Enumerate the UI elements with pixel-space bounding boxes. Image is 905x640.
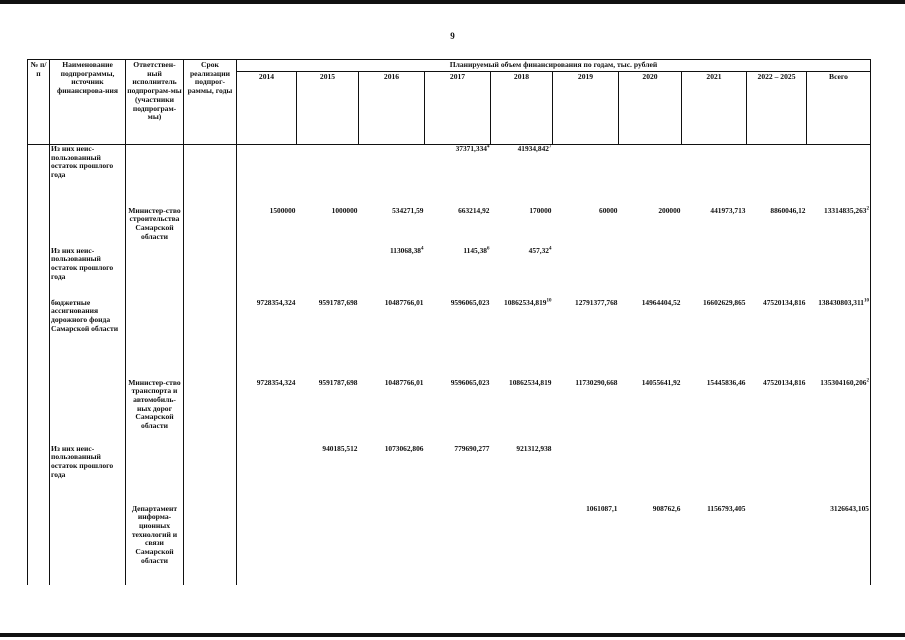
value-cell bbox=[237, 445, 297, 495]
header-year: 2015 bbox=[297, 71, 359, 144]
term-cell bbox=[184, 299, 237, 369]
value-cell: 1061087,1 bbox=[586, 503, 618, 513]
value-cell: 9591787,698 bbox=[318, 297, 358, 307]
funding-source: Из них неис-пользованный остаток прошлого года bbox=[50, 445, 126, 495]
header-year: 2022 – 2025 bbox=[747, 71, 807, 144]
value-text: 41934,842 bbox=[517, 144, 549, 153]
value-cell bbox=[807, 247, 871, 299]
responsible-executor bbox=[126, 445, 184, 495]
value-cell: 170000 bbox=[529, 205, 552, 215]
term-cell bbox=[184, 197, 237, 247]
value-cell bbox=[425, 145, 491, 197]
value-cell bbox=[297, 247, 359, 299]
table-row bbox=[28, 247, 871, 299]
value-cell: 14055641,92 bbox=[641, 377, 681, 387]
financing-table bbox=[27, 59, 871, 585]
value-cell bbox=[359, 247, 425, 299]
value-text: 113068,38 bbox=[389, 245, 421, 255]
value-cell: 9728354,324 bbox=[256, 377, 296, 387]
value-cell: 9596065,023 bbox=[450, 297, 490, 307]
footnote-mark: 4 bbox=[487, 144, 490, 150]
value-cell: 8860046,12 bbox=[770, 205, 806, 215]
row-number bbox=[28, 197, 50, 247]
value-cell bbox=[807, 145, 871, 197]
value-cell: 441973,713 bbox=[710, 205, 746, 215]
header-year: 2020 bbox=[619, 71, 682, 144]
value-cell bbox=[491, 247, 553, 299]
value-cell: 47520134,816 bbox=[763, 377, 806, 387]
value-cell bbox=[553, 445, 619, 495]
funding-source bbox=[50, 495, 126, 585]
value-cell: 11730290,668 bbox=[575, 377, 618, 387]
value-cell: 1000000 bbox=[331, 205, 358, 215]
value-cell bbox=[619, 145, 682, 197]
value-cell bbox=[682, 247, 747, 299]
header-year: 2018 bbox=[491, 71, 553, 144]
value-cell bbox=[359, 495, 425, 585]
value-cell: 200000 bbox=[658, 205, 681, 215]
header-year: 2019 bbox=[553, 71, 619, 144]
funding-source: Из них неис-пользованный остаток прошлого года bbox=[50, 145, 126, 197]
value-cell: 10862534,819 bbox=[509, 377, 552, 387]
header-num: № п/п bbox=[28, 60, 50, 145]
value-cell: 16602629,865 bbox=[703, 297, 746, 307]
value-cell bbox=[491, 299, 553, 369]
row-number bbox=[28, 445, 50, 495]
value-cell bbox=[807, 197, 871, 247]
term-cell bbox=[184, 145, 237, 197]
term-cell bbox=[184, 369, 237, 445]
header-year: 2016 bbox=[359, 71, 425, 144]
funding-source: бюджетные ассигнования дорожного фонда Самарской области bbox=[50, 299, 126, 369]
header-row-1 bbox=[28, 60, 871, 72]
value-text: 1145,38 bbox=[463, 245, 487, 255]
row-number bbox=[28, 247, 50, 299]
value-cell: 10487766,01 bbox=[384, 377, 424, 387]
header-year: 2021 bbox=[682, 71, 747, 144]
value-cell: 10487766,01 bbox=[384, 297, 424, 307]
value-cell bbox=[237, 495, 297, 585]
value-cell: 534271,59 bbox=[392, 205, 424, 215]
value-cell: 47520134,816 bbox=[763, 297, 806, 307]
value-cell bbox=[619, 247, 682, 299]
value-cell bbox=[682, 145, 747, 197]
funding-source: Из них неис-пользованный остаток прошлого года bbox=[50, 247, 126, 299]
term-cell bbox=[184, 495, 237, 585]
value-cell bbox=[747, 445, 807, 495]
row-number bbox=[28, 299, 50, 369]
funding-source bbox=[50, 369, 126, 445]
value-cell bbox=[553, 247, 619, 299]
value-cell: 15445836,46 bbox=[706, 377, 746, 387]
value-cell bbox=[807, 369, 871, 445]
responsible-executor: Министер-ство строительства Самарской области bbox=[126, 197, 184, 247]
value-cell bbox=[619, 445, 682, 495]
header-planned: Планируемый объем финансирования по годам, тыс. рублей bbox=[237, 60, 871, 72]
value-cell: 9591787,698 bbox=[318, 377, 358, 387]
page-number: 9 bbox=[450, 31, 455, 41]
value-cell bbox=[491, 145, 553, 197]
bottom-rule bbox=[0, 633, 905, 637]
table-body bbox=[28, 145, 871, 585]
value-cell bbox=[491, 495, 553, 585]
header-year: 2014 bbox=[237, 71, 297, 144]
responsible-executor bbox=[126, 145, 184, 197]
responsible-executor: Департамент информа-ционных технологий и связи Самарской области bbox=[126, 495, 184, 585]
value-cell bbox=[807, 445, 871, 495]
footnote-mark: 6 bbox=[487, 246, 490, 252]
value-cell: 9596065,023 bbox=[450, 377, 490, 387]
table-row bbox=[28, 495, 871, 585]
value-cell: 940185,512 bbox=[322, 443, 358, 453]
table-row bbox=[28, 145, 871, 197]
value-cell bbox=[297, 145, 359, 197]
table-row bbox=[28, 197, 871, 247]
value-text: 13314835,263 bbox=[824, 205, 867, 215]
value-cell: 1500000 bbox=[269, 205, 296, 215]
footnote-mark: 10 bbox=[546, 298, 552, 304]
funding-source bbox=[50, 197, 126, 247]
value-cell bbox=[425, 495, 491, 585]
footnote-mark: 4 bbox=[421, 246, 424, 252]
value-cell: 12791377,768 bbox=[575, 297, 618, 307]
value-cell bbox=[747, 145, 807, 197]
responsible-executor: Министер-ство транспорта и автомобиль-ных дорог Самарской области bbox=[126, 369, 184, 445]
table-row bbox=[28, 369, 871, 445]
responsible-executor bbox=[126, 299, 184, 369]
value-cell bbox=[807, 299, 871, 369]
responsible-executor bbox=[126, 247, 184, 299]
header-year: 2017 bbox=[425, 71, 491, 144]
footnote-mark: 4 bbox=[549, 246, 552, 252]
footnote-mark: 7 bbox=[549, 144, 552, 150]
value-cell: 60000 bbox=[599, 205, 618, 215]
table-row bbox=[28, 445, 871, 495]
header-name: Наименование подпрограммы, источник финансирова-ния bbox=[50, 60, 126, 145]
footnote-mark: 10 bbox=[864, 298, 869, 304]
value-cell bbox=[747, 247, 807, 299]
footnote-mark: 2 bbox=[866, 206, 869, 212]
term-cell bbox=[184, 445, 237, 495]
value-cell bbox=[237, 247, 297, 299]
value-text: 135304160,206 bbox=[820, 377, 867, 387]
value-text: 138430803,311 bbox=[818, 297, 864, 307]
row-number bbox=[28, 369, 50, 445]
term-cell bbox=[184, 247, 237, 299]
value-text: 37371,334 bbox=[455, 144, 487, 153]
value-cell bbox=[237, 145, 297, 197]
value-cell: 14964404,52 bbox=[641, 297, 681, 307]
header-total: Всего bbox=[807, 71, 871, 144]
value-cell: 1073062,806 bbox=[384, 443, 424, 453]
value-cell: 779690,277 bbox=[454, 443, 490, 453]
value-cell: 3126643,105 bbox=[807, 495, 871, 585]
value-text: 457,32 bbox=[528, 245, 549, 255]
value-cell: 1156793,405 bbox=[707, 503, 746, 513]
header-term: Срок реализации подпрог-раммы, годы bbox=[184, 60, 237, 145]
value-cell: 908762,6 bbox=[652, 503, 681, 513]
value-cell bbox=[747, 495, 807, 585]
value-cell bbox=[359, 145, 425, 197]
footnote-mark: 2 bbox=[866, 378, 869, 384]
value-cell bbox=[297, 495, 359, 585]
table-row bbox=[28, 299, 871, 369]
value-cell bbox=[682, 445, 747, 495]
header-responsible: Ответствен-ный исполнитель подпрограм-мы (участники подпрограм-мы) bbox=[126, 60, 184, 145]
value-cell: 9728354,324 bbox=[256, 297, 296, 307]
top-rule bbox=[0, 0, 905, 4]
row-number bbox=[28, 495, 50, 585]
value-cell bbox=[553, 145, 619, 197]
row-number bbox=[28, 145, 50, 197]
value-cell: 921312,938 bbox=[516, 443, 552, 453]
value-cell: 663214,92 bbox=[458, 205, 490, 215]
value-cell bbox=[425, 247, 491, 299]
value-text: 10862534,819 bbox=[504, 297, 547, 307]
